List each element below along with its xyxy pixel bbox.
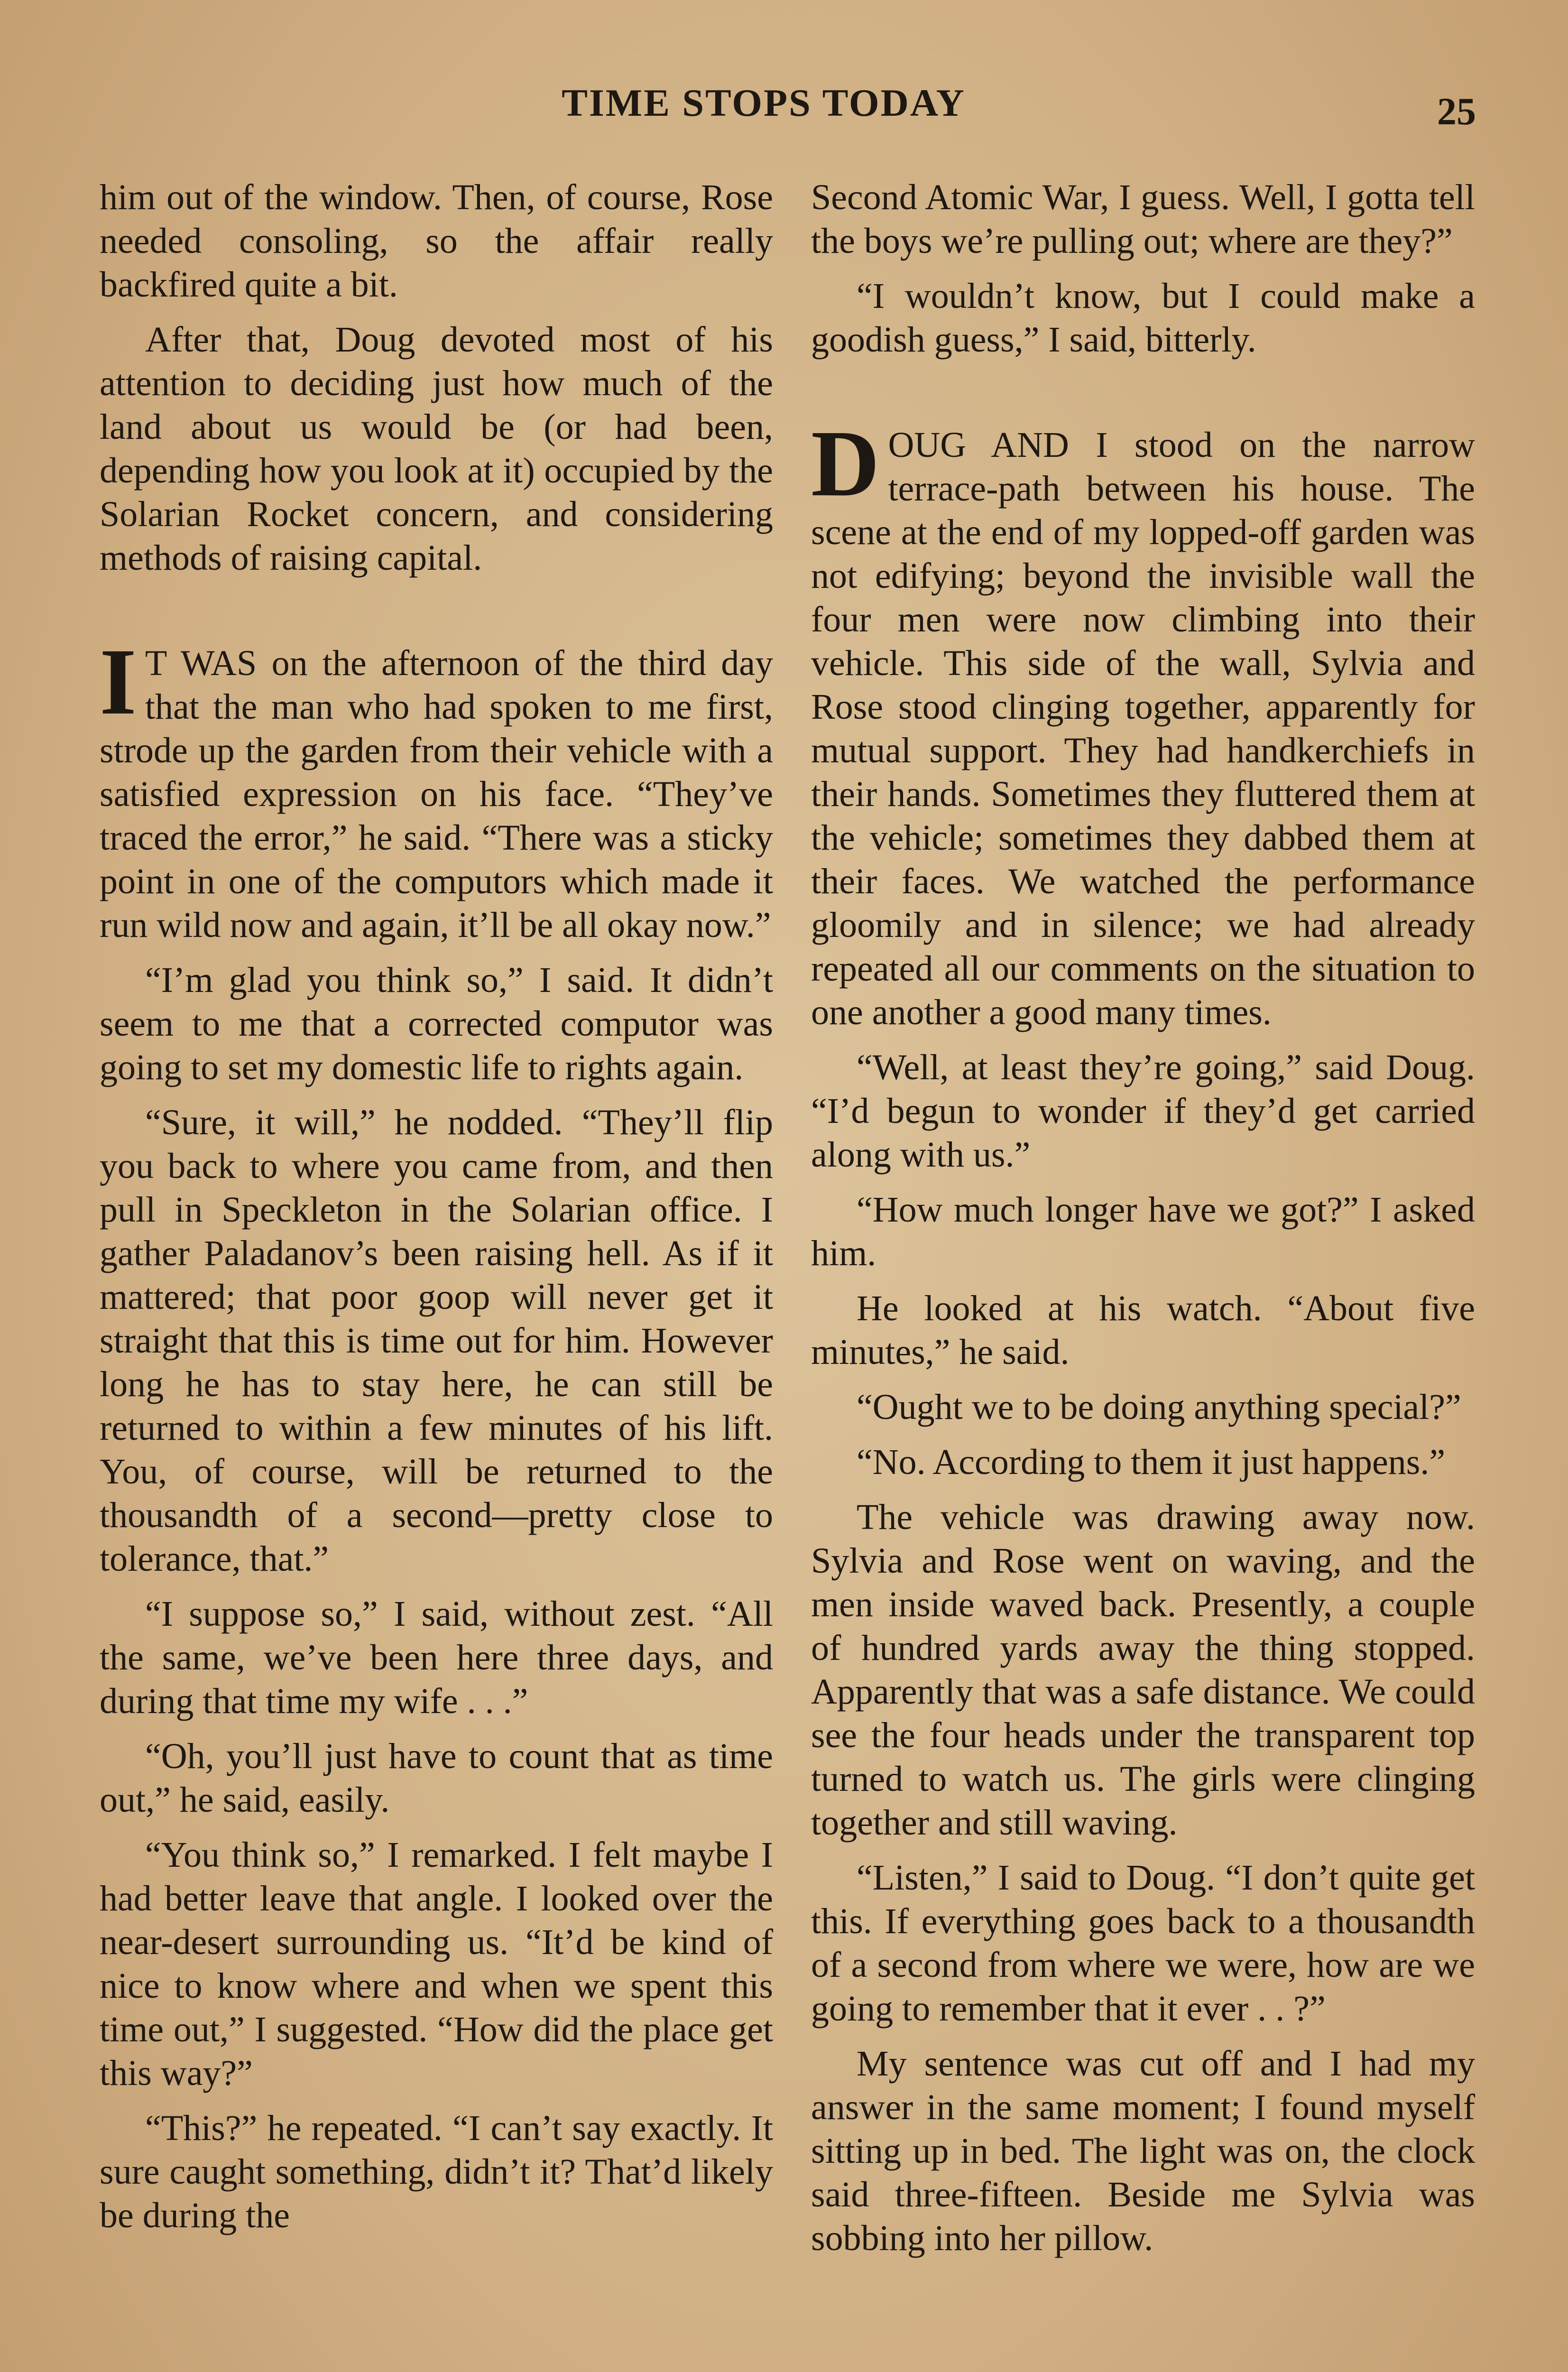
drop-cap: D <box>811 411 880 516</box>
paragraph: After that, Doug devoted most of his attention to deciding just how much of the land about us would be (or had been, depending how you look at it) occupied by the Solarian Rocket concern, and considering methods of raising capital. <box>100 320 773 578</box>
paragraph: “I wouldn’t know, but I could make a goodish guess,” I said, bitterly. <box>811 276 1475 360</box>
paragraph: The vehicle was drawing away now. Sylvia and Rose went on waving, and the men inside waved back. Presently, a couple of hundred yards away the thing stopped. Apparently that was a safe distance. We could see the four heads under the transparent top turned to watch us. The girls were clinging together and still waving. <box>811 1497 1475 1843</box>
paragraph: “Listen,” I said to Doug. “I don’t quite get this. If everything goes back to a thousandth of a second from where we were, how are we going to remember that it ever . . ?” <box>811 1858 1475 2029</box>
paragraph: “This?” he repeated. “I can’t say exactly. It sure caught something, didn’t it? That’d likely be during the <box>100 2108 773 2235</box>
paragraph: “Sure, it will,” he nodded. “They’ll flip you back to where you came from, and then pull in Speckleton in the Solarian office. I gather Paladanov’s been raising hell. As if it mattered; that poor goop will never get it straight that this is time out for him. However long he has to stay here, he can still be returned to within a few minutes of his lift. You, of course, will be returned to the thousandth of a second—pretty close to tolerance, that.” <box>100 1103 773 1579</box>
paragraph: “Well, at least they’re going,” said Doug. “I’d begun to wonder if they’d get carried along with us.” <box>811 1047 1475 1175</box>
running-title: TIME STOPS TODAY <box>562 81 966 124</box>
paragraph: My sentence was cut off and I had my answer in the same moment; I found myself sitting up in bed. The light was on, the clock said three-fifteen. Beside me Sylvia was sobbing into her pillow. <box>811 2044 1475 2258</box>
paragraph: Second Atomic War, I guess. Well, I gotta tell the boys we’re pulling out; where are they?” <box>811 177 1475 261</box>
paragraph-text: T WAS on the afternoon of the third day that the man who had spoken to me first, strode up the garden from their vehicle with a satisfied expression on his face. “They’ve traced the error,” he said. “There was a sticky point in one of the computors which made it run wild now and again, it’ll be all okay now.” <box>100 643 773 945</box>
left-column <box>100 176 773 2249</box>
page-number: 25 <box>1437 90 1476 133</box>
paragraph-with-drop-cap <box>811 411 1475 1034</box>
paragraph-text: OUG AND I stood on the narrow terrace-path between his house. The scene at the end of my lopped-off garden was not edifying; beyond the invisible wall the four men were now climbing into their vehicle. This side of the wall, Sylvia and Rose stood clinging together, apparently for mutual support. They had handkerchiefs in their hands. Sometimes they fluttered them at the vehicle; sometimes they dabbed them at their faces. We watched the performance gloomily and in silence; we had already repeated all our comments on the situation to one another a good many times. <box>811 425 1475 1032</box>
paragraph: “You think so,” I remarked. I felt maybe I had better leave that angle. I looked over the near-desert surrounding us. “It’d be kind of nice to know where and when we spent this time out,” I suggested. “How did the place get this way?” <box>100 1835 773 2093</box>
paragraph-with-drop-cap <box>100 630 773 947</box>
paragraph: “Oh, you’ll just have to count that as time out,” he said, easily. <box>100 1736 773 1820</box>
paragraph: “I suppose so,” I said, without zest. “All the same, we’ve been here three days, and during that time my wife . . .” <box>100 1594 773 1721</box>
paragraph: “I’m glad you think so,” I said. It didn’t seem to me that a corrected computor was going to set my domestic life to rights again. <box>100 960 773 1087</box>
paragraph: him out of the window. Then, of course, Rose needed consoling, so the affair really backfired quite a bit. <box>100 177 773 305</box>
drop-cap: I <box>100 630 137 734</box>
paragraph: “Ought we to be doing anything special?” <box>857 1387 1461 1427</box>
paragraph: “No. According to them it just happens.” <box>857 1442 1446 1482</box>
paragraph: He looked at his watch. “About five minutes,” he said. <box>811 1288 1475 1372</box>
paragraph: “How much longer have we got?” I asked him. <box>811 1190 1475 1273</box>
right-column <box>811 176 1475 2271</box>
